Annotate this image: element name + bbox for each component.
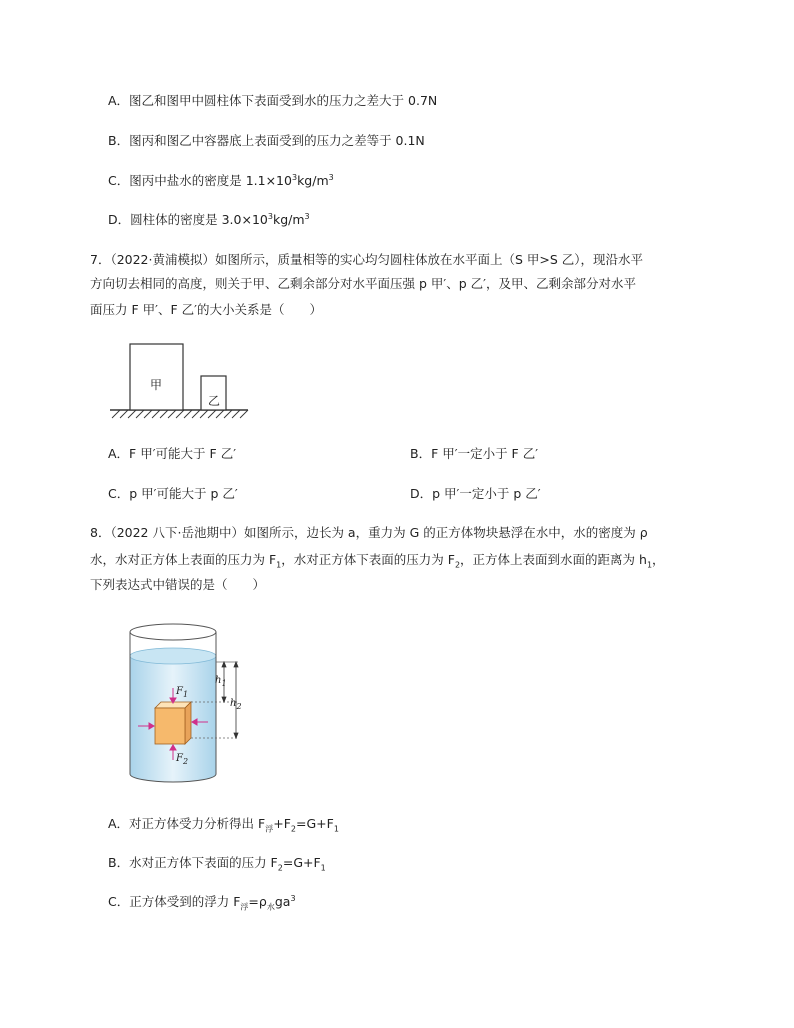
q6-option-d-unit: kg/m xyxy=(272,212,305,227)
q7-option-c: C．p 甲′可能大于 p 乙′ xyxy=(108,486,238,501)
q8-opt-a-sub2: 2 xyxy=(290,824,296,834)
q6-option-c-unit-sup: 3 xyxy=(328,172,334,182)
q6-option-d xyxy=(108,211,310,229)
fig-h2-text: h xyxy=(230,698,237,709)
q8-line2-c: ，正方体上表面到水面的距离为 h xyxy=(460,552,647,567)
beaker-rim xyxy=(130,624,216,640)
fig-f2-text: F xyxy=(176,753,183,764)
q8-opt-a-mid: +F xyxy=(273,816,291,831)
q8-opt-b-sub2: 1 xyxy=(320,863,326,873)
cube-front xyxy=(155,708,185,744)
q6-option-c xyxy=(108,172,334,190)
q8-line2-b: ，水对正方体下表面的压力为 F xyxy=(281,552,455,567)
q7-option-d: D．p 甲′一定小于 p 乙′ xyxy=(410,486,541,501)
water-surface xyxy=(130,648,216,664)
q8-stem-line1: 8．（2022 八下·岳池期中）如图所示，边长为 a，重力为 G 的正方体物块悬浮在水中，水的密度为 ρ xyxy=(90,525,648,540)
q7-stem-line2: 方向切去相同的高度，则关于甲、乙剩余部分对水平面压强 p 甲′、p 乙′，及甲、乙剩余部分对水平 xyxy=(90,276,636,291)
q8-opt-c-end: ga xyxy=(274,894,291,909)
q8-line2-sub2: 2 xyxy=(454,560,461,570)
q8-line2-a: 水，水对正方体上表面的压力为 F xyxy=(90,552,277,567)
q8-line2-d: ， xyxy=(652,552,665,567)
fig-label-h2 xyxy=(230,695,242,713)
label-yi: 乙 xyxy=(208,394,221,408)
fig-h1-text: h xyxy=(215,675,222,686)
fig-f2-sub: 2 xyxy=(182,757,189,766)
q8-opt-a-sub3: 1 xyxy=(333,824,339,834)
q6-option-c-text: C．图丙中盐水的密度是 1.1×10 xyxy=(108,173,292,188)
fig-h2-sub: 2 xyxy=(236,702,242,711)
q7-option-b: B．F 甲′一定小于 F 乙′ xyxy=(410,446,539,461)
fig-label-f1 xyxy=(176,683,188,701)
fig-h1-sub: 1 xyxy=(221,679,227,688)
q8-opt-a-sub1: 浮 xyxy=(265,824,274,834)
q8-opt-c-sup: 3 xyxy=(290,893,296,903)
q6-option-a: A．图乙和图甲中圆柱体下表面受到水的压力之差大于 0.7N xyxy=(108,93,438,108)
label-jia: 甲 xyxy=(150,378,163,392)
q8-opt-c-sub2: 水 xyxy=(266,902,275,912)
cube-side xyxy=(185,702,191,744)
q8-opt-b-text: B．水对正方体下表面的压力 F xyxy=(108,855,278,870)
fig-label-h1 xyxy=(215,672,227,690)
q8-opt-c-mid: =ρ xyxy=(248,894,267,909)
q8-opt-b-mid: =G+F xyxy=(282,855,321,870)
q8-opt-a-text: A．对正方体受力分析得出 F xyxy=(108,816,266,831)
q6-option-c-unit: kg/m xyxy=(297,173,329,188)
q8-opt-c-text: C．正方体受到的浮力 F xyxy=(108,894,241,909)
q6-option-d-unit-sup: 3 xyxy=(304,211,310,221)
q8-stem-line3: 下列表达式中错误的是（ ） xyxy=(90,577,266,592)
fig-f1-text: F xyxy=(176,686,183,697)
fig-label-f2 xyxy=(176,750,188,768)
q8-opt-c-sub1: 浮 xyxy=(240,902,249,912)
q8-line2-sub1: 1 xyxy=(276,560,282,570)
q8-option-a xyxy=(108,815,339,833)
q7-cylinders-diagram xyxy=(108,338,258,424)
q7-stem-line3: 面压力 F 甲′、F 乙′的大小关系是（ ） xyxy=(90,302,322,317)
q7-option-a: A．F 甲′可能大于 F 乙′ xyxy=(108,446,237,461)
q8-option-c xyxy=(108,893,296,911)
q8-option-b xyxy=(108,854,326,872)
fig-f1-sub: 1 xyxy=(182,690,189,699)
q6-option-d-sup: 3 xyxy=(267,211,273,221)
q8-stem-line2 xyxy=(90,551,665,569)
q7-stem-line1: 7．（2022·黄浦模拟）如图所示，质量相等的实心均匀圆柱体放在水平面上（S 甲>S 乙），现沿水平 xyxy=(90,252,644,267)
q6-option-d-text: D．圆柱体的密度是 3.0×10 xyxy=(108,212,268,227)
ground-hatch xyxy=(112,410,248,418)
q8-opt-a-mid2: =G+F xyxy=(295,816,334,831)
q8-opt-b-sub1: 2 xyxy=(277,863,283,873)
q6-option-c-sup: 3 xyxy=(291,172,298,182)
q6-option-b: B．图丙和图乙中容器底上表面受到的压力之差等于 0.1N xyxy=(108,133,425,148)
q8-line2-sub3: 1 xyxy=(646,560,653,570)
